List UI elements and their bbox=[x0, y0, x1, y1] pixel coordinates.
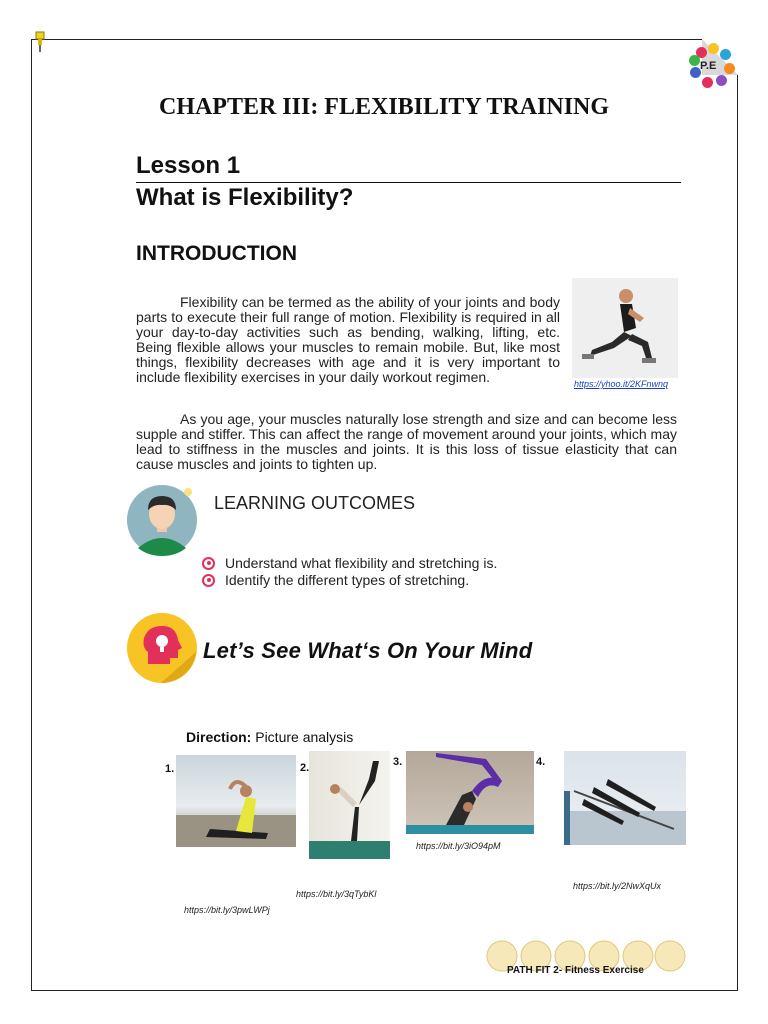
lesson-title: What is Flexibility? bbox=[136, 184, 354, 211]
picture-1 bbox=[176, 755, 296, 847]
pe-logo bbox=[688, 43, 734, 89]
picture-number-1: 1. bbox=[165, 763, 175, 775]
intro-image-link[interactable]: https://yhoo.it/2KFnwnq bbox=[574, 379, 669, 389]
direction-label: Direction: bbox=[186, 729, 252, 745]
chapter-title: CHAPTER III: FLEXIBILITY TRAINING bbox=[158, 94, 610, 120]
intro-paragraph-2: As you age, your muscles naturally lose strength and size and can become less supple and stiffer. This can affect the range of movement around your joints, which may lead to stiffness in the muscles and joints. It is this loss of tissue elasticity that can cause muscles and joints to tighten up. bbox=[136, 411, 677, 472]
lesson-number: Lesson 1 bbox=[136, 152, 241, 179]
direction-line bbox=[186, 729, 353, 745]
stretching-photo bbox=[572, 278, 678, 378]
swirl-bullet-icon bbox=[202, 574, 215, 587]
picture-3 bbox=[406, 751, 534, 834]
picture-4 bbox=[564, 751, 686, 845]
picture-number-2: 2. bbox=[300, 762, 310, 774]
picture-number-3: 3. bbox=[393, 756, 403, 768]
learning-outcome-text: Understand what flexibility and stretching is. bbox=[225, 555, 498, 571]
picture-number-4: 4. bbox=[536, 756, 546, 768]
learning-outcomes-list bbox=[202, 555, 497, 589]
swirl-bullet-icon bbox=[202, 557, 215, 570]
picture-2 bbox=[309, 751, 390, 859]
pushpin-icon bbox=[33, 31, 47, 53]
intro-paragraph-1: Flexibility can be termed as the ability of your joints and body parts to execute their full range of motion. Flexibility is required in all your day-to-day activities such as bending, walking, lifting, etc. Being flexible allows your muscles to remain mobile. But, like most things, flexibility decreases with age and it is very important to include flexibility exercises in your daily workout regimen. bbox=[136, 294, 560, 385]
list-item bbox=[202, 555, 497, 572]
direction-text: Picture analysis bbox=[251, 729, 354, 745]
lesson-divider bbox=[136, 182, 681, 183]
picture-4-link[interactable]: https://bit.ly/2NwXqUx bbox=[573, 881, 662, 891]
student-avatar-icon bbox=[126, 484, 198, 556]
mind-heading: Let’s See What‘s On Your Mind bbox=[203, 638, 533, 663]
pe-logo-text: P.E bbox=[700, 60, 717, 72]
list-item bbox=[202, 572, 497, 589]
learning-outcome-text: Identify the different types of stretching. bbox=[225, 572, 470, 588]
introduction-heading: INTRODUCTION bbox=[136, 242, 297, 265]
learning-outcomes-heading: LEARNING OUTCOMES bbox=[214, 493, 416, 513]
footer-label: PATH FIT 2- Fitness Exercise bbox=[507, 965, 644, 976]
picture-3-link[interactable]: https://bit.ly/3iO94pM bbox=[416, 841, 501, 851]
picture-1-link[interactable]: https://bit.ly/3pwLWPj bbox=[184, 905, 270, 915]
idea-head-icon bbox=[126, 612, 198, 684]
picture-2-link[interactable]: https://bit.ly/3qTybKl bbox=[296, 889, 377, 899]
